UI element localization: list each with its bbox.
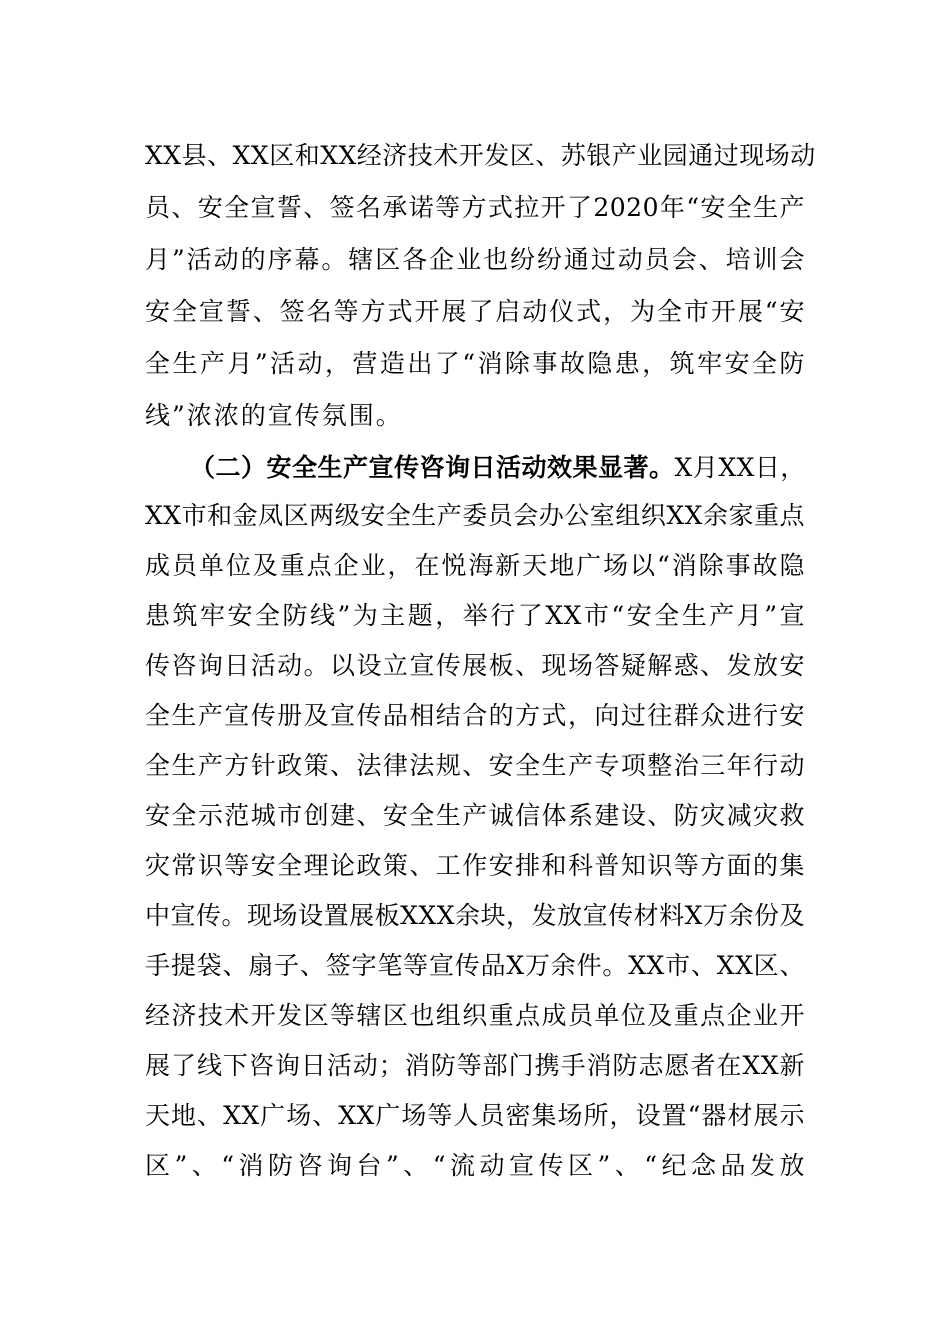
paragraph-2-line-7: 安全示范城市创建、安全生产诚信体系建设、防灾减灾救 [145,801,805,830]
paragraph-2-line-11: 经济技术开发区等辖区也组织重点成员单位及重点企业开 [145,1001,805,1030]
paragraph-2-first-line [190,442,805,494]
paragraph-1-line-6: 线”浓浓的宣传氛围。 [145,401,403,430]
paragraph-2-line-10: 手提袋、扇子、签字笔等宣传品X万余件。XX市、XX区、 [145,951,805,980]
paragraph-2-line-6: 全生产方针政策、法律法规、安全生产专项整治三年行动 [145,751,805,780]
paragraph-1-line-5: 全生产月”活动，营造出了“消除事故隐患，筑牢安全防 [145,349,805,378]
paragraph-2-line-14: 区”、“消防咨询台”、“流动宣传区”、“纪念品发放 [145,1151,805,1180]
paragraph-2-line-8: 灾常识等安全理论政策、工作安排和科普知识等方面的集 [145,851,805,880]
section-date-text: X月XX日， [674,453,806,482]
paragraph-2-line-1: XX市和金凤区两级安全生产委员会办公室组织XX余家重点 [145,501,805,530]
paragraph-1-line-2: 员、安全宣誓、签名承诺等方式拉开了2020年“安全生产 [145,193,805,222]
paragraph-1-line-3: 月”活动的序幕。辖区各企业也纷纷通过动员会、培训会 [145,245,805,274]
paragraph-2-line-4: 传咨询日活动。以设立宣传展板、现场答疑解惑、发放安 [145,651,805,680]
paragraph-2-line-12: 展了线下咨询日活动；消防等部门携手消防志愿者在XX新 [145,1051,805,1080]
paragraph-2-line-2: 成员单位及重点企业，在悦海新天地广场以“消除事故隐 [145,551,805,580]
paragraph-2-line-9: 中宣传。现场设置展板XXX余块，发放宣传材料X万余份及 [145,901,805,930]
paragraph-2-line-5: 全生产宣传册及宣传品相结合的方式，向过往群众进行安 [145,701,805,730]
paragraph-2-line-3: 患筑牢安全防线”为主题，举行了XX市“安全生产月”宣 [145,601,805,630]
paragraph-2-line-13: 天地、XX广场、XX广场等人员密集场所，设置“器材展示 [145,1101,805,1130]
paragraph-1-line-4: 安全宣誓、签名等方式开展了启动仪式，为全市开展“安 [145,297,805,326]
paragraph-1-line-1: XX县、XX区和XX经济技术开发区、苏银产业园通过现场动 [145,141,816,170]
section-heading: （二）安全生产宣传咨询日活动效果显著。 [190,453,675,482]
